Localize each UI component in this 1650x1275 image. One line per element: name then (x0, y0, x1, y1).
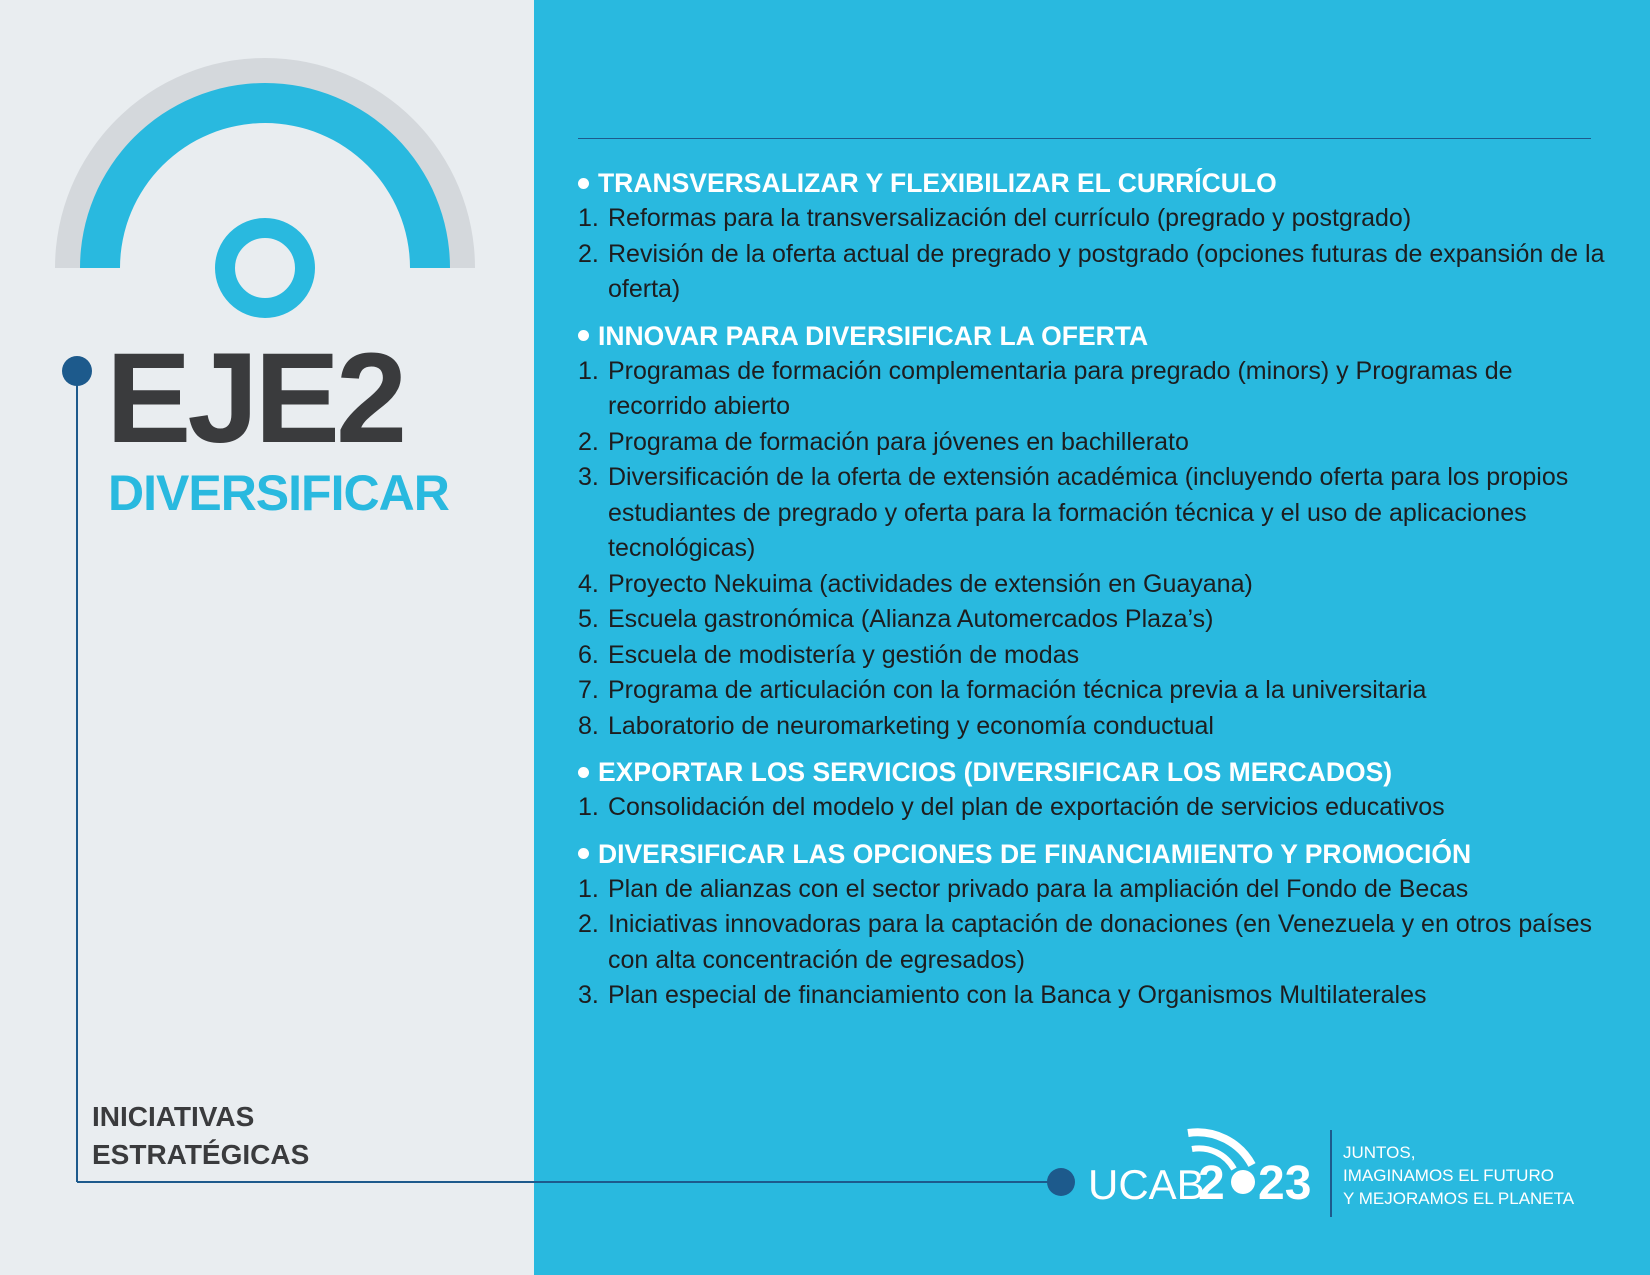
arc-signal-icon (50, 50, 480, 330)
list-item: 1. Programas de formación complementaria para pregrado (minors) y Programas de recorrido abierto (578, 356, 1513, 420)
brand-slogan (1343, 1141, 1574, 1210)
list-item: 2. Programa de formación para jóvenes en bachillerato (578, 427, 1189, 456)
section-title: EXPORTAR LOS SERVICIOS (DIVERSIFICAR LOS MERCADOS) (578, 754, 1618, 790)
list-item: 1. Plan de alianzas con el sector privado para la ampliación del Fondo de Becas (578, 874, 1469, 903)
list-item: 3. Plan especial de financiamiento con la Banca y Organismos Multilaterales (578, 981, 1427, 1009)
section-title: TRANSVERSALIZAR Y FLEXIBILIZAR EL CURRÍCULO (578, 165, 1618, 201)
bullet-icon (578, 767, 589, 778)
ucab-2023-logo (1088, 1125, 1328, 1210)
footer-label (92, 1098, 309, 1174)
list-item: 5. Escuela gastronómica (Alianza Automercados Plaza’s) (578, 605, 1214, 633)
list-item: 6. Escuela de modistería y gestión de modas (578, 640, 1080, 669)
list-item: 7. Programa de articulación con la formación técnica previa a la universitaria (578, 676, 1427, 704)
section-transversalizar (578, 165, 1618, 308)
axis-name: DIVERSIFICAR (108, 465, 449, 521)
slogan-line2: IMAGINAMOS EL FUTURO (1343, 1166, 1554, 1185)
section-title: INNOVAR PARA DIVERSIFICAR LA OFERTA (578, 318, 1618, 354)
svg-text:UCAB: UCAB (1088, 1161, 1205, 1208)
bullet-icon (578, 848, 589, 859)
initiatives-list (578, 165, 1618, 1024)
list-item: 4. Proyecto Nekuima (actividades de extensión en Guayana) (578, 569, 1253, 598)
list-item: 2. Iniciativas innovadoras para la captación de donaciones (en Venezuela y en otros países con alta concentración de egresados) (578, 910, 1592, 974)
brand-divider (1330, 1130, 1332, 1217)
section-exportar (578, 754, 1618, 826)
list-item: 1. Consolidación del modelo y del plan de exportación de servicios educativos (578, 793, 1445, 821)
svg-text:2: 2 (1198, 1157, 1225, 1210)
bullet-icon (578, 330, 589, 341)
axis-number: EJE2 (106, 327, 404, 470)
svg-text:23: 23 (1258, 1157, 1312, 1210)
list-item: 3. Diversificación de la oferta de extensión académica (incluyendo oferta para los propios estudiantes de pregrado y oferta para la formación técnica y el uso de aplicaciones tecnológicas) (578, 463, 1569, 562)
section-financiamiento (578, 836, 1618, 1014)
section-innovar (578, 318, 1618, 745)
section-title: DIVERSIFICAR LAS OPCIONES DE FINANCIAMIENTO Y PROMOCIÓN (578, 836, 1618, 872)
list-item: 1. Reformas para la transversalización del currículo (pregrado y postgrado) (578, 204, 1412, 232)
list-item: 8. Laboratorio de neuromarketing y economía conductual (578, 711, 1214, 740)
slogan-line3: Y MEJORAMOS EL PLANETA (1343, 1189, 1575, 1208)
footer-label-line1: INICIATIVAS (92, 1101, 255, 1132)
list-item: 2. Revisión de la oferta actual de pregrado y postgrado (opciones futuras de expansión de la oferta) (578, 239, 1605, 303)
footer-label-line2: ESTRATÉGICAS (92, 1139, 310, 1170)
bullet-icon (578, 178, 589, 189)
slogan-line1: JUNTOS, (1343, 1143, 1416, 1162)
top-divider (578, 138, 1591, 139)
